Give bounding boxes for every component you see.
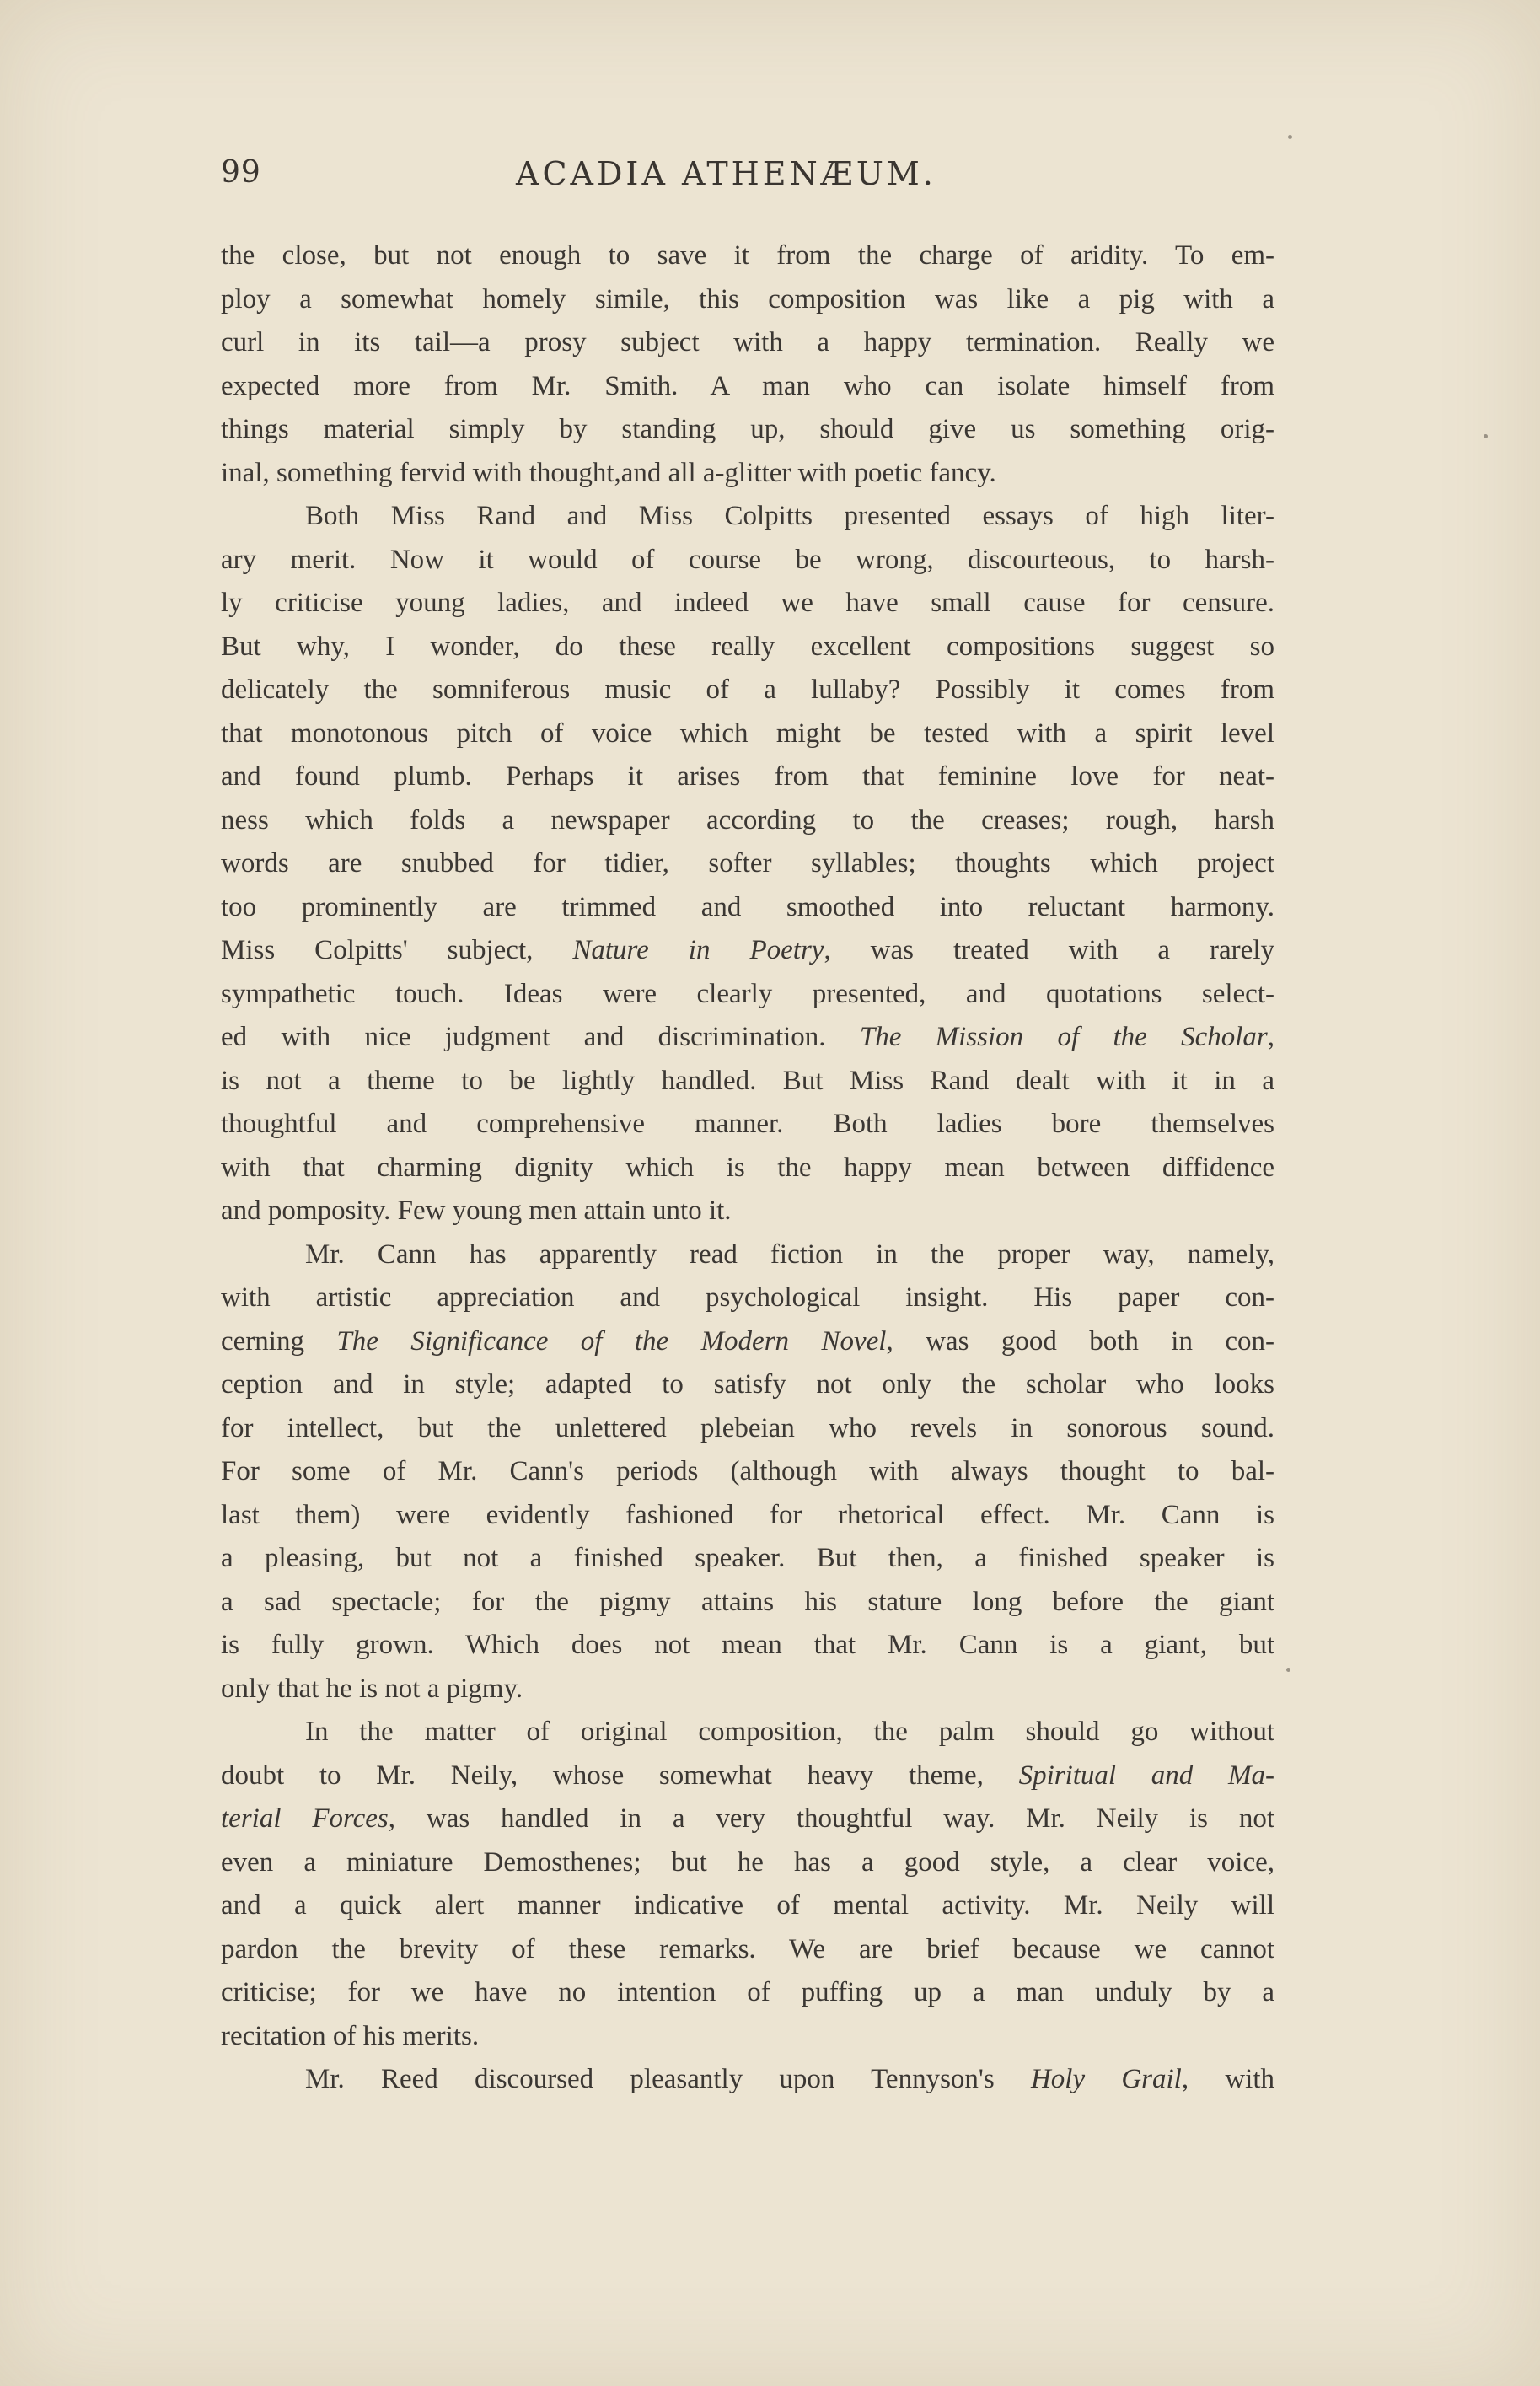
page-header [221,155,1274,202]
text-line: pardon the brevity of these remarks. We are brief because we cannot [221,1933,1274,1964]
text-line [221,1798,1274,1841]
text-line [221,1016,1274,1060]
text-line: and pomposity. Few young men attain unto it. [221,1196,732,1226]
text-line: only that he is not a pigmy. [221,1673,523,1704]
text-line: recitation of his merits. [221,2020,480,2051]
italic-title: The Mission of the Scholar [859,1022,1268,1052]
text-line: delicately the somniferous music of a lullaby? Possibly it comes from [221,674,1274,705]
text-line: curl in its tail—a prosy subject with a happy termination. Really we [221,327,1274,357]
text-run: doubt to Mr. Neily, whose somewhat heavy theme, [221,1760,1019,1791]
text-line: last them) were evidently fashioned for rhetorical effect. Mr. Cann is [221,1499,1274,1530]
text-line: with artistic appreciation and psychological insight. His paper con- [221,1282,1274,1313]
text-line: and a quick alert manner indicative of mental activity. Mr. Neily will [221,1890,1274,1921]
text-line: sympathetic touch. Ideas were clearly presented, and quotations select- [221,978,1274,1009]
text-line: ly criticise young ladies, and indeed we have small cause for censure. [221,588,1274,618]
text-line: ness which folds a newspaper according to the creases; rough, harsh [221,804,1274,836]
paper-speck [1288,135,1292,139]
text-line: Both Miss Rand and Miss Colpitts presented essays of high liter- [305,501,1274,531]
text-run: ed with nice judgment and discrimination. [221,1022,860,1052]
italic-title: Holy Grail [1030,2064,1182,2094]
italic-title: The Significance of the Modern Novel [336,1325,887,1357]
text-line: too prominently are trimmed and smoothed into reluctant harmony. [221,891,1274,922]
text-line: ary merit. Now it would of course be wrong, discourteous, to harsh- [221,544,1274,575]
italic-title: terial Forces [221,1803,389,1834]
text-line: the close, but not enough to save it from the charge of aridity. To em- [221,240,1274,271]
paper-speck [1286,1668,1290,1672]
text-run: Mr. Reed discoursed pleasantly upon Tennyson's [305,2064,1031,2094]
text-line: In the matter of original composition, the palm should go without [305,1717,1274,1747]
page-number: 99 [221,155,261,190]
text-line: inal, something fervid with thought,and all a-glitter with poetic fancy. [221,457,996,488]
text-line: a pleasing, but not a finished speaker. But then, a finished speaker is [221,1543,1274,1573]
text-line: a sad spectacle; for the pigmy attains his stature long before the giant [221,1586,1274,1617]
text-run: , with [1181,2064,1274,2094]
running-title: ACADIA ATHENÆUM. [516,155,936,192]
text-line: is not a theme to be lightly handled. But Miss Rand dealt with it in a [221,1065,1274,1096]
text-line: For some of Mr. Cann's periods (although with always thought to bal- [221,1456,1274,1486]
text-line: ception and in style; adapted to satisfy not only the scholar who looks [221,1369,1274,1400]
paper-speck [1484,434,1488,438]
text-line: But why, I wonder, do these really excellent compositions suggest so [221,631,1274,662]
text-run: , was good both in con- [886,1325,1274,1357]
text-line [221,1320,1274,1364]
article-body [221,234,1274,2102]
text-run: , was treated with a rarely [824,935,1274,965]
text-run: Miss Colpitts' subject, [221,935,573,965]
text-run: , [1267,1022,1274,1052]
text-line: ploy a somewhat homely simile, this composition was like a pig with a [221,283,1274,314]
text-line: even a miniature Demosthenes; but he has a good style, a clear voice, [221,1846,1274,1878]
text-line: thoughtful and comprehensive manner. Both ladies bore themselves [221,1109,1274,1139]
text-line: and found plumb. Perhaps it arises from that feminine love for neat- [221,761,1274,792]
text-line: is fully grown. Which does not mean that Mr. Cann is a giant, but [221,1630,1274,1660]
text-run: , was handled in a very thoughtful way. Mr. Neily is not [388,1803,1274,1834]
text-line: things material simply by standing up, should give us something orig- [221,414,1274,444]
text-line: that monotonous pitch of voice which might be tested with a spirit level [221,717,1274,749]
text-line: Mr. Cann has apparently read fiction in the proper way, namely, [305,1239,1274,1270]
text-line: for intellect, but the unlettered plebeian who revels in sonorous sound. [221,1412,1274,1443]
text-line: criticise; for we have no intention of puffing up a man unduly by a [221,1977,1274,2007]
text-line [221,929,1274,973]
text-line: expected more from Mr. Smith. A man who can isolate himself from [221,370,1274,401]
text-line [221,1755,1274,1798]
italic-title: Nature in Poetry [572,935,824,965]
text-line: words are snubbed for tidier, softer syllables; thoughts which project [221,848,1274,879]
text-run: cerning [221,1325,337,1357]
text-line: with that charming dignity which is the happy mean between diffidence [221,1152,1274,1183]
text-line [221,2058,1274,2102]
italic-title: Spiritual and Ma- [1018,1760,1274,1791]
